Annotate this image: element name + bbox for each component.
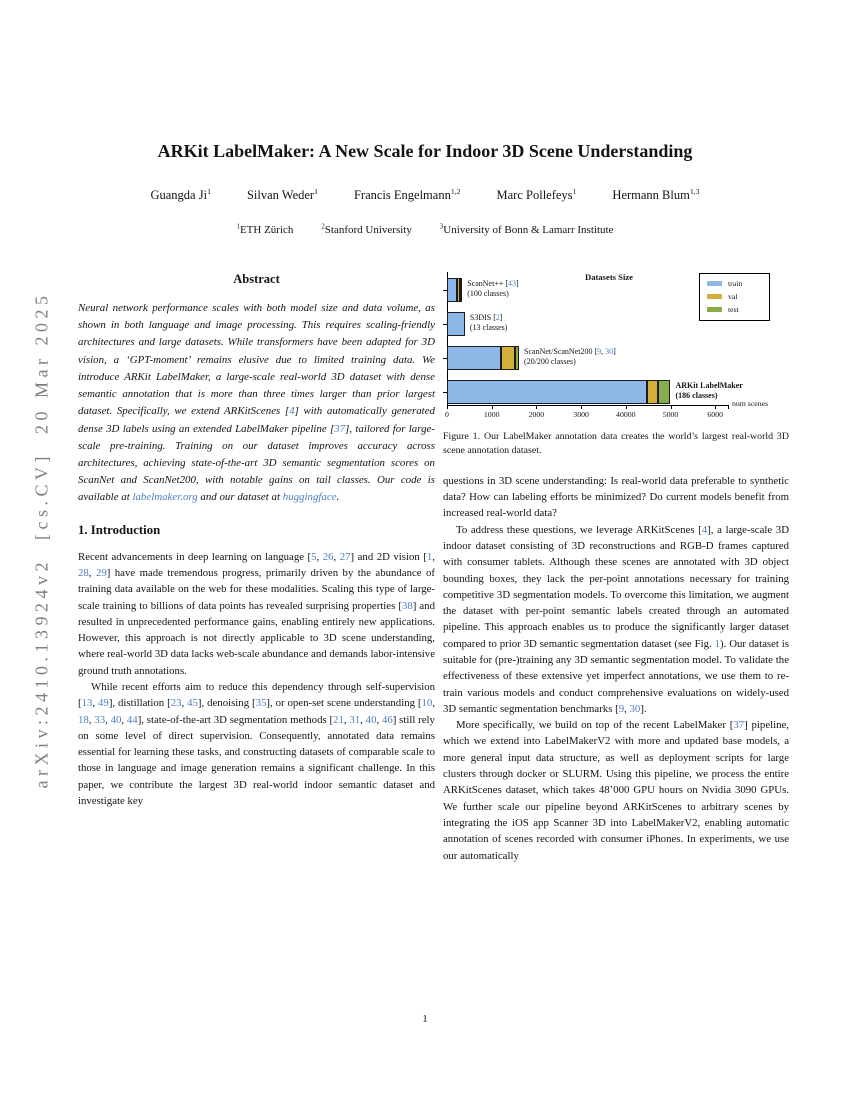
citation-link[interactable]: 21: [333, 713, 344, 726]
citation-link[interactable]: 27: [339, 550, 351, 563]
bar-label-s3dis: [470, 313, 508, 333]
citation-link[interactable]: 10: [421, 697, 433, 710]
y-tick: [443, 358, 447, 359]
chart-x-axis: [447, 405, 729, 406]
page-number: 1: [422, 1014, 428, 1025]
citation-link[interactable]: 44: [126, 713, 138, 726]
bar-classes-scannetpp: (100 classes): [467, 289, 509, 298]
text-run: ScanNet++ [: [467, 279, 508, 288]
external-link[interactable]: labelmaker.org: [132, 491, 198, 504]
x-tick: [581, 406, 582, 409]
text-run: ], or open-set scene understanding [: [266, 697, 422, 710]
affiliation: $^1$ETH Zürich: [236, 223, 294, 236]
citation-link[interactable]: 2: [495, 313, 500, 322]
citation-link[interactable]: 45: [187, 697, 198, 710]
text-run: ). Our dataset is suitable for (pre-)training any 3D semantic segmentation model. To validate the effectiveness of these extensive yet imperfect annotations, we use them to re-train various models and conduct comprehensive evaluations on widely-used 3D semantic segmentation benchmarks [: [443, 637, 789, 715]
text-run: ARKit LabelMaker: [675, 381, 743, 390]
left-column: [78, 270, 435, 809]
x-tick: [626, 406, 627, 409]
author-affiliation-sup: 1,3: [689, 186, 700, 196]
citation-link[interactable]: 38: [401, 599, 413, 612]
text-run: ,: [105, 713, 111, 726]
arxiv-watermark: arXiv:2410.13924v2 [cs.CV] 20 Mar 2025: [31, 291, 52, 789]
citation-link[interactable]: 40: [110, 713, 122, 726]
text-run: ,: [88, 566, 96, 579]
text-run: ,: [92, 697, 99, 710]
section-heading-introduction: 1. Introduction: [78, 522, 161, 537]
affiliation: $^3$University of Bonn & Lamarr Institute: [439, 223, 614, 236]
x-tick-label: 5000: [662, 410, 679, 419]
abstract-heading: Abstract: [233, 272, 280, 286]
author: Francis Engelmann$^{1,2}$: [353, 186, 461, 202]
citation-link[interactable]: 4: [701, 523, 708, 536]
text-run: ,: [601, 347, 606, 356]
author-affiliation-sup: 1: [207, 186, 211, 196]
bar-arkit-labelmaker-val: [647, 380, 658, 404]
figure1-chart: [443, 268, 789, 426]
text-run: and our dataset at: [197, 491, 283, 504]
text-run: ,: [360, 713, 366, 726]
citation-link[interactable]: 49: [98, 697, 109, 710]
affiliation-list: [60, 224, 790, 236]
text-run: ] and 2D vision [: [350, 550, 427, 563]
intro-paragraph-1: [78, 549, 435, 679]
author-affiliation-sup: 1: [572, 186, 577, 196]
text-run: ] have made tremendous progress, primarily driven by the abundance of training data available on the web for these modalities. Scaling this type of large-scale training to billions of data points has revealed surprising properties [: [78, 566, 435, 612]
chart-title: Datasets Size: [585, 272, 633, 282]
right-column: [443, 268, 789, 864]
author: Hermann Blum$^{1,3}$: [612, 186, 700, 202]
citation-link[interactable]: 9: [597, 347, 602, 356]
text-run: ,: [88, 713, 95, 726]
citation-link[interactable]: 13: [81, 697, 93, 710]
text-run: ]: [613, 347, 616, 356]
text-run: ] pipeline, which we extend into LabelMakerV2 with more and updated base models, a more general input data structure, as well as deployment scripts for large clusters through docker or SLURM. Using this pipeline, we process the entire ARKitScenes dataset, which takes 48’000 GPU hours on Nvidia 3090 GPUs. We further scale our pipeline beyond ARKitScenes to arbitrary scenes by integrating the iOS app Scanner 3D into LabelMakerV2, enabling automatic annotation of scenes recorded with consumer iPhones. In experiments, we use our automatically: [443, 719, 790, 862]
citation-link[interactable]: 30: [629, 702, 641, 715]
text-run: While recent efforts aim to reduce this dependency through self-supervision [: [78, 681, 435, 710]
citation-link[interactable]: 9: [618, 702, 625, 715]
x-tick-label: 0: [445, 410, 449, 419]
x-tick-label: 2000: [528, 410, 545, 419]
bar-arkit-labelmaker-test: [658, 380, 671, 404]
text-run: ] with automatically generated dense 3D labels using an extended LabelMaker pipeline [: [78, 405, 435, 435]
citation-link[interactable]: 35: [255, 697, 267, 710]
x-tick: [492, 406, 493, 409]
bar-scannet-val: [501, 346, 515, 370]
text-run: .: [336, 491, 340, 504]
citation-link[interactable]: 23: [170, 697, 182, 710]
citation-link[interactable]: 18: [78, 713, 89, 726]
bar-scannet-test: [515, 346, 519, 370]
x-tick-label: 1000: [483, 410, 500, 419]
text-run: ,: [343, 713, 350, 726]
text-run: ]: [515, 279, 519, 288]
x-tick: [447, 406, 448, 409]
text-run: ], a large-scale 3D indoor dataset consisting of 3D reconstructions and RGB-D frames captured with consumer tablets. Although these scenes are annotated with 3D object bounding boxes, they lack the per-point annotations necessary for training competitive 3D segmentation models. To overcome this limitation, we augment the dataset with per-point semantic labels created through an automated pipeline. This approach enables us to produce the significantly larger dataset compared to prior 3D semantic segmentation dataset (see Fig.: [443, 523, 789, 650]
citation-link[interactable]: 31: [349, 713, 361, 726]
bar-s3dis-train: [447, 312, 465, 336]
text-run: ,: [624, 702, 630, 715]
x-tick-label: 6000: [707, 410, 723, 419]
citation-link[interactable]: 37: [733, 719, 745, 732]
chart-axis-end-tick: [728, 405, 729, 409]
bar-classes-arkit-labelmaker: (186 classes): [675, 391, 718, 400]
text-run: Neural network performance scales with both model size and data volume, as shown in both language and image processing. This requires scaling-friendly architectures and large datasets. While transformers have been adapted for 3D vision, a ‘GPT-moment’ remains elusive due to limited training data. We introduce ARKit LabelMaker, a large-scale real-world 3D dataset with dense semantic annotation that is more than three times larger than prior largest dataset. Specifically, we extend ARKitScenes [: [78, 302, 435, 418]
text-run: ] and resulted in unprecedented performance gains, enabling entirely new applications. However, this approach is not directly applicable to 3D scene understanding, where real-world 3D data lacks web-scale abundance and demands labor-intensive ground truth annotations.: [78, 599, 435, 677]
text-run: ].: [640, 702, 647, 715]
body-paragraph-1: [443, 473, 789, 522]
author: Guangda Ji$^1$: [150, 186, 211, 202]
text-run: Recent advancements in deep learning on language [: [78, 550, 312, 563]
text-run: ] still rely on some level of direct supervision. Consequently, annotated data remains essential for learning these tasks, and constructing datasets of comparable scale to those in language and image generation remains a significant challenge. In this paper, we contribute the largest 3D real-world indoor semantic dataset and investigate key: [78, 713, 435, 808]
legend-swatch-test: [707, 307, 722, 312]
x-tick: [671, 406, 672, 409]
bar-classes-scannet: (20/200 classes): [524, 357, 576, 366]
text-run: S3DIS [: [469, 313, 496, 322]
text-run: ]: [499, 313, 503, 322]
citation-link[interactable]: 26: [322, 550, 334, 563]
text-run: ,: [181, 697, 188, 710]
text-run: ,: [316, 550, 323, 563]
bar-label-arkit-labelmaker: [676, 381, 743, 401]
text-run: ,: [376, 713, 382, 726]
citation-link[interactable]: 40: [365, 713, 377, 726]
chart-x-axis-label: num scenes: [732, 399, 769, 408]
bar-label-scannetpp: [467, 279, 518, 299]
citation-link[interactable]: 5: [311, 550, 317, 563]
body-paragraph-3: [443, 717, 789, 864]
text-run: ScanNet/ScanNet200 [: [524, 347, 598, 356]
legend-swatch-val: [707, 294, 722, 299]
y-tick: [443, 392, 447, 393]
bar-scannetpp-train: [447, 278, 457, 302]
citation-link[interactable]: 1: [714, 637, 721, 650]
intro-paragraph-2: [78, 679, 435, 809]
y-tick: [443, 290, 447, 291]
x-tick-label: 3000: [573, 410, 589, 419]
text-run: questions in 3D scene understanding: Is real-world data preferable to synthetic data? How can labeling efforts be minimized? Do current models benefit from increased real-world data?: [443, 474, 789, 520]
author: Marc Pollefeys$^1$: [496, 186, 577, 202]
author-list: [40, 188, 810, 203]
body-paragraph-2: [443, 522, 789, 718]
text-run: ,: [333, 550, 340, 563]
citation-link[interactable]: 30: [605, 347, 614, 356]
text-run: More specifically, we build on top of the recent LabelMaker [: [456, 719, 734, 732]
text-run: ,: [432, 697, 436, 710]
text-run: ], tailored for large-scale pre-training. Training on our dataset improves accuracy across architectures, achieving state-of-the-art 3D semantic segmentation scores on ScanNet and ScanNet200, with notable gains on tail classes. Our code is available at: [78, 422, 435, 504]
legend-entry-val: val: [707, 292, 769, 301]
text-run: ], distillation [: [108, 697, 171, 710]
text-run: ], denoising [: [197, 697, 256, 710]
legend-entry-train: train: [707, 279, 769, 288]
bar-label-scannet: [524, 347, 616, 367]
bar-arkit-labelmaker-train: [447, 380, 647, 404]
author-affiliation-sup: 1: [314, 186, 318, 196]
citation-link[interactable]: 29: [95, 566, 107, 579]
x-tick: [715, 406, 716, 409]
citation-link[interactable]: 28: [78, 566, 89, 579]
bar-scannetpp-test: [460, 278, 462, 302]
author: Silvan Weder$^1$: [246, 186, 318, 202]
citation-link[interactable]: 4: [289, 405, 295, 418]
text-run: ,: [121, 713, 127, 726]
legend-swatch-train: [707, 281, 722, 286]
citation-link[interactable]: 1: [426, 550, 433, 563]
paper-title: ARKit LabelMaker: A New Scale for Indoor 3D Scene Understanding: [157, 141, 693, 161]
text-run: ], state-of-the-art 3D segmentation methods [: [137, 713, 334, 726]
external-link[interactable]: huggingface: [282, 491, 337, 504]
author-affiliation-sup: 1,2: [450, 186, 461, 196]
figure1-caption: Figure 1. Our LabelMaker annotation data creates the world’s largest real-world 3D scene annotation dataset.: [443, 431, 789, 457]
text-run: ,: [432, 550, 435, 563]
x-tick-label: 40000: [616, 410, 636, 419]
affiliation: $^2$Stanford University: [321, 223, 412, 236]
abstract-text: [78, 300, 435, 507]
citation-link[interactable]: 33: [94, 713, 106, 726]
citation-link[interactable]: 43: [507, 279, 516, 288]
bar-scannet-train: [447, 346, 501, 370]
x-tick: [536, 406, 537, 409]
citation-link[interactable]: 46: [381, 713, 393, 726]
chart-legend: [699, 273, 770, 321]
y-tick: [443, 324, 447, 325]
legend-entry-test: test: [707, 305, 769, 314]
text-run: To address these questions, we leverage ARKitScenes [: [456, 523, 702, 536]
bar-classes-s3dis: (13 classes): [469, 323, 508, 332]
citation-link[interactable]: 37: [334, 422, 346, 435]
